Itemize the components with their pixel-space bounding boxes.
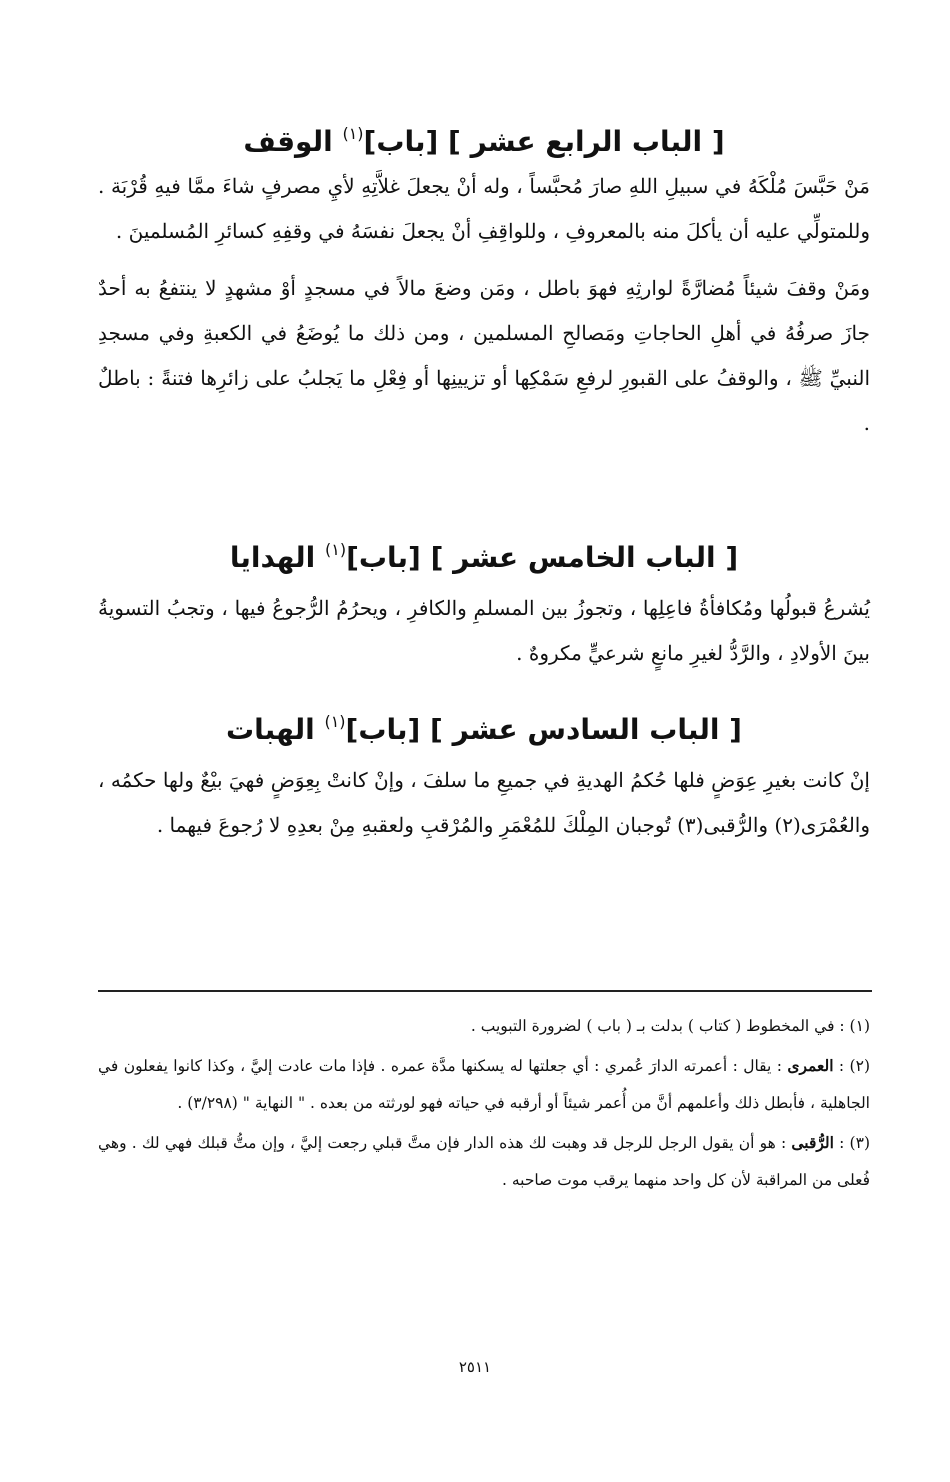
footnote-text: : يقال : أعمرته الدارَ عُمري : أي جعلتها له يسكنها مدَّة عمره . فإذا مات عادت إليَّ ، وكذا كانوا يفعلون في الجاهلية ، فأبطل ذلك وأعلمهم أنَّ من أُعمر شيئاً أو أرقبه في حياته فهو لورثته من بعده . " النهاية " (٣/٢٩٨) . — [98, 1057, 870, 1112]
section-body-waqf — [98, 164, 870, 446]
footnote-ref: (١) — [342, 124, 364, 143]
heading-prefix: [ الباب السادس عشر ] [باب] — [345, 713, 742, 746]
footnote-marker: (٣) : — [833, 1134, 870, 1152]
heading-prefix: [ الباب الخامس عشر ] [باب] — [346, 541, 739, 574]
paragraph: مَنْ حَبَّسَ مُلْكَهُ في سبيلِ اللهِ صارَ مُحبَّساً ، وله أنْ يجعلَ غلاَّتِهِ لأيِ مصرفٍ شاءَ ممَّا فيهِ قُرْبَة . وللمتولِّي عليه أن يأكلَ منه بالمعروفِ ، وللواقِفِ أنْ يجعلَ نفسَهُ في وقفِهِ كسائرِ المُسلمينَ . — [98, 174, 870, 243]
section-body-donations — [98, 758, 870, 848]
footnotes — [98, 1008, 870, 1199]
footnote-2 — [98, 1047, 870, 1122]
heading-title: الهدايا — [229, 541, 325, 574]
heading-prefix: [ الباب الرابع عشر ] [باب] — [363, 125, 725, 158]
footnote-divider — [98, 990, 872, 992]
footnote-term: الرُّقبى — [791, 1133, 834, 1152]
footnote-text: : هو أن يقول الرجل للرجل قد وهبت لك هذه الدار فإن متَّ قبلي رجعت إليَّ ، وإن متُّ قبلك فهي لك . وهي فُعلى من المراقبة لأن كل واحد منهما يرقب موت صاحبه . — [98, 1134, 870, 1189]
paragraph: إنْ كانت بغيرِ عِوَضٍ فلها حُكمُ الهديةِ في جميعِ ما سلفَ ، وإنْ كانتْ بِعِوَضٍ فهيَ بيْعٌ ولها حكمُه ، والعُمْرَى(٢) والرُّقبى(٣) تُوجبان المِلْكَ للمُعْمَرِ والمُرْقبِ ولعقبهِ مِنْ بعدِهِ لا رُجوعَ فيهما . — [98, 768, 870, 837]
page-number: ٢٥١١ — [458, 1358, 492, 1376]
heading-title: الوقف — [243, 125, 343, 158]
section-heading-waqf — [98, 114, 870, 162]
footnote-3 — [98, 1124, 870, 1199]
heading-title: الهبات — [226, 713, 325, 746]
footnote-1 — [98, 1008, 870, 1045]
footnote-term: العمرى — [787, 1056, 834, 1075]
footnote-ref: (١) — [325, 540, 347, 559]
section-heading-donations — [98, 702, 870, 750]
section-heading-gifts — [98, 530, 870, 578]
footnote-ref: (١) — [324, 712, 346, 731]
footnote-marker: (٢) : — [833, 1057, 871, 1075]
footnote-marker: (١) : — [834, 1017, 870, 1035]
paragraph: ومَنْ وقفَ شيئاً مُضارَّةً لوارثِهِ فهوَ باطل ، ومَن وضعَ مالاً في مسجدٍ أوْ مشهدٍ لا ينتفعُ به أحدٌ جازَ صرفُهُ في أهلِ الحاجاتِ ومَصالحِ المسلمين ، ومن ذلك ما يُوضَعُ في الكعبةِ وفي مسجدِ النبيِّ ﷺ ، والوقفُ على القبورِ لرفعِ سَمْكِها أو تزيينِها أو فِعْلِ ما يَجلبُ على زائرِها فتنةً : باطلٌ . — [98, 276, 870, 435]
section-body-gifts — [98, 586, 870, 676]
footnote-text: في المخطوط ( كتاب ) بدلت بـ ( باب ) لضرورة التبويب . — [470, 1017, 835, 1035]
paragraph: يُشرعُ قبولُها ومُكافأةُ فاعِلِها ، وتجوزُ بين المسلمِ والكافرِ ، ويحرُمُ الرُّجوعُ فيها ، وتجبُ التسويةُ بينَ الأولادِ ، والرَّدُّ لغيرِ مانعٍ شرعيٍّ مكروهٌ . — [98, 596, 870, 665]
